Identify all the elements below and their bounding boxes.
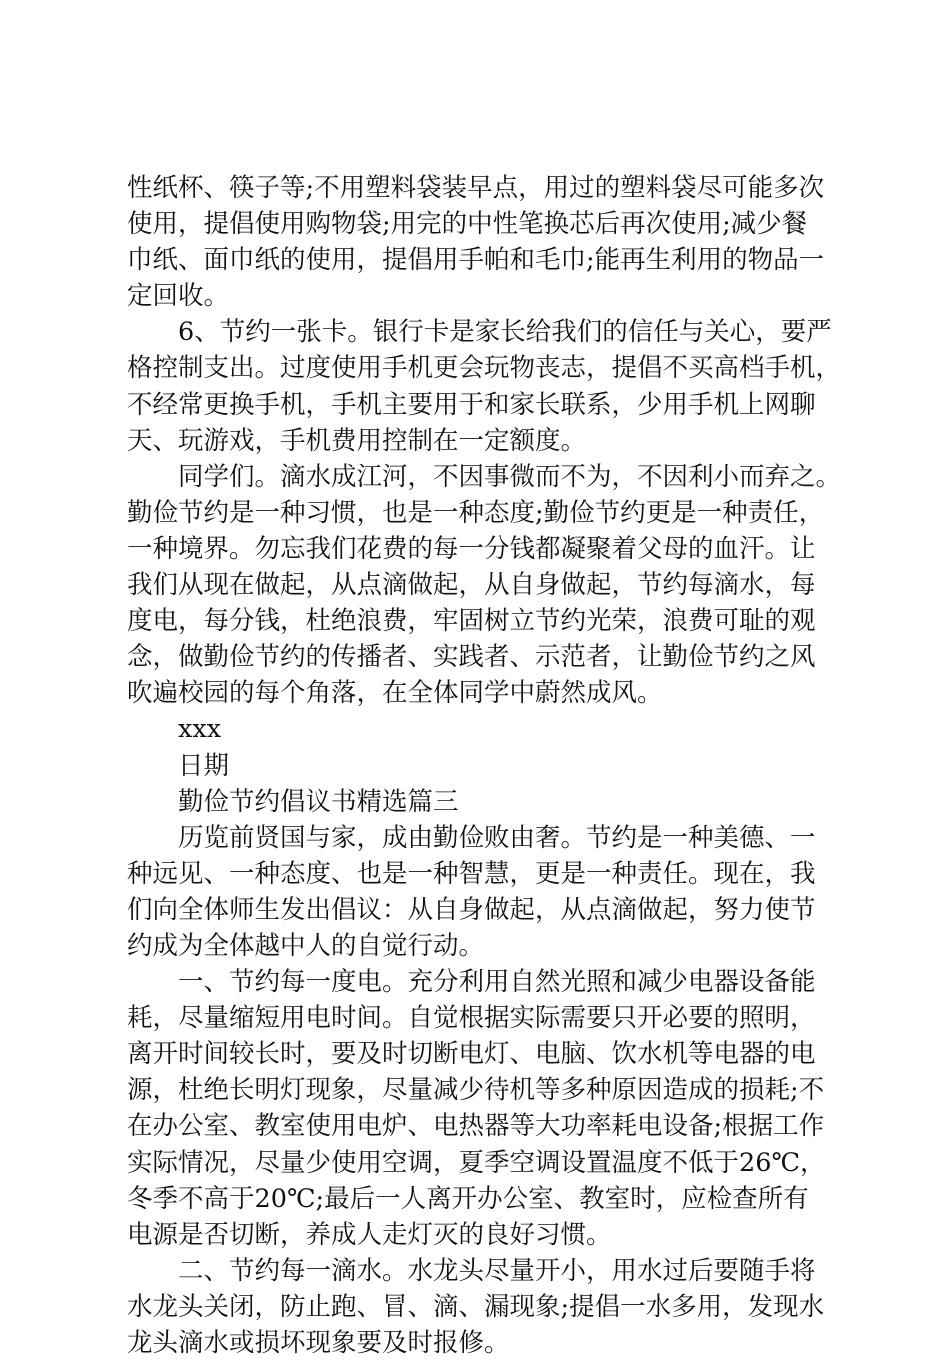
text-line: 使用，提倡使用购物袋;用完的中性笔换芯后再次使用;减少餐 (127, 209, 808, 240)
text-line: 实际情况，尽量少使用空调，夏季空调设置温度不低于26℃， (127, 1147, 826, 1178)
text-line: 在办公室、教室使用电炉、电热器等大功率耗电设备;根据工作 (127, 1111, 825, 1142)
text-line: 性纸杯、筷子等;不用塑料袋装早点，用过的塑料袋尽可能多次 (127, 173, 825, 203)
text-line: 一种境界。勿忘我们花费的每一分钱都凝聚着父母的血汗。让 (127, 533, 816, 564)
text-line: 冬季不高于20℃;最后一人离开办公室、教室时，应检查所有 (127, 1183, 809, 1214)
text-line: 格控制支出。过度使用手机更会玩物丧志，提倡不买高档手机， (127, 353, 842, 384)
text-line: 约成为全体越中人的自觉行动。 (127, 930, 485, 961)
text-line: 一、节约每一度电。充分利用自然光照和减少电器设备能 (127, 967, 816, 998)
author-line: xxx (127, 714, 222, 745)
text-line: 勤俭节约是一种习惯，也是一种态度;勤俭节约更是一种责任， (127, 497, 825, 528)
text-line: 龙头滴水或损坏现象要及时报修。 (127, 1328, 510, 1358)
text-line: 种远见、一种态度、也是一种智慧，更是一种责任。现在，我 (127, 858, 816, 889)
section-title: 勤俭节约倡议书精选篇三 (127, 786, 459, 817)
text-line: 水龙头关闭，防止跑、冒、滴、漏现象;提倡一水多用，发现水 (127, 1291, 825, 1322)
document-body (127, 170, 847, 1361)
text-line: 天、玩游戏，手机费用控制在一定额度。 (127, 425, 587, 456)
text-line: 吹遍校园的每个角落，在全体同学中蔚然成风。 (127, 678, 663, 709)
text-line: 源，杜绝长明灯现象，尽量减少待机等多种原因造成的损耗;不 (127, 1075, 825, 1106)
text-line: 我们从现在做起，从点滴做起，从自身做起，节约每滴水，每 (127, 570, 816, 601)
text-line: 6、节约一张卡。银行卡是家长给我们的信任与关心，要严 (127, 317, 832, 348)
text-line: 电源是否切断，养成人走灯灭的良好习惯。 (127, 1219, 612, 1250)
text-line: 同学们。滴水成江河，不因事微而不为，不因利小而弃之。 (127, 461, 842, 492)
text-line: 二、节约每一滴水。水龙头尽量开小，用水过后要随手将 (127, 1255, 816, 1286)
text-line: 不经常更换手机，手机主要用于和家长联系，少用手机上网聊 (127, 389, 816, 420)
text-line: 巾纸、面巾纸的使用，提倡用手帕和毛巾;能再生利用的物品一 (127, 245, 825, 276)
text-line: 们向全体师生发出倡议：从自身做起，从点滴做起，努力使节 (127, 894, 816, 925)
text-line: 离开时间较长时，要及时切断电灯、电脑、饮水机等电器的电 (127, 1039, 816, 1070)
text-line: 历览前贤国与家，成由勤俭败由奢。节约是一种美德、一 (127, 822, 816, 853)
text-line: 度电，每分钱，杜绝浪费，牢固树立节约光荣，浪费可耻的观 (127, 606, 816, 637)
date-line: 日期 (127, 750, 230, 781)
text-line: 耗，尽量缩短用电时间。自觉根据实际需要只开必要的照明， (127, 1003, 816, 1034)
text-line: 定回收。 (127, 281, 230, 312)
text-line: 念，做勤俭节约的传播者、实践者、示范者，让勤俭节约之风 (127, 642, 816, 673)
